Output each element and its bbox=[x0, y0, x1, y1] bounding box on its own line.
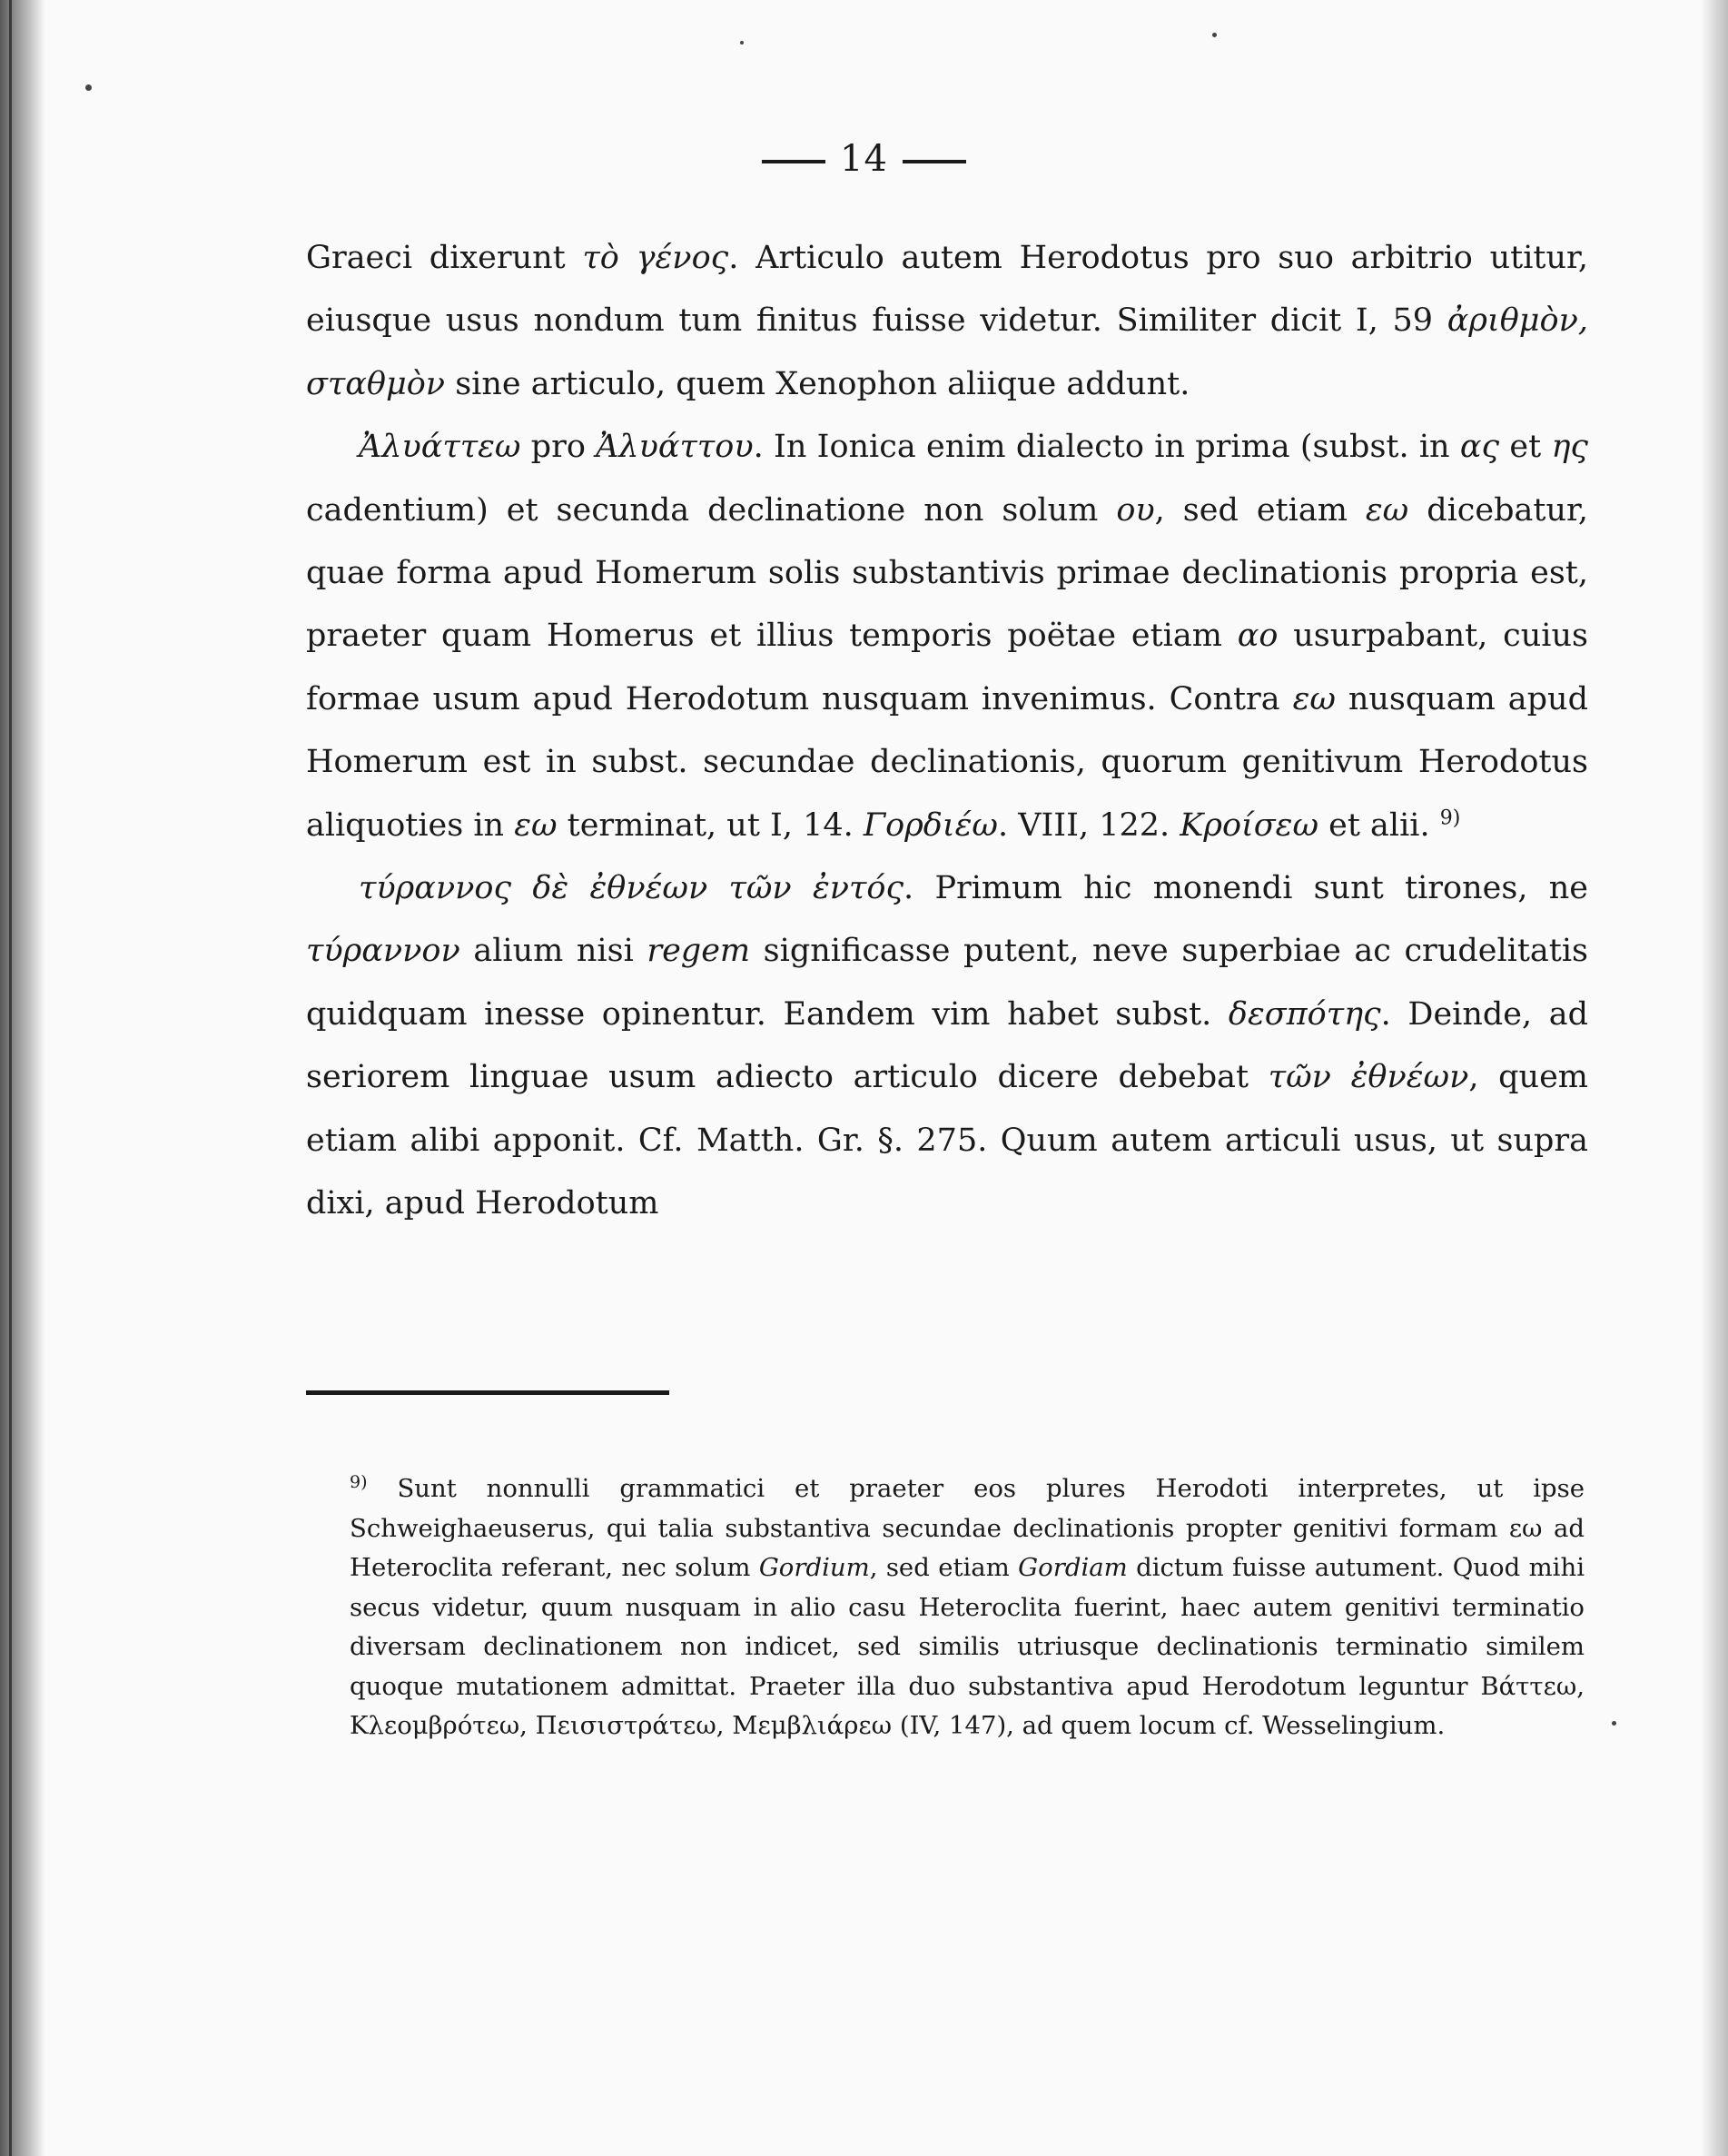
text-run: usurpabant, cuius formae usum apud Herodotum nusquam invenimus. Contra bbox=[306, 618, 1588, 717]
text-run: . Deinde, ad seriorem linguae usum adiecto articulo dicere debebat bbox=[306, 995, 1588, 1096]
page-right-edge bbox=[1701, 0, 1728, 2156]
greek-text: Κροίσεω bbox=[1180, 806, 1318, 844]
italic-text: Gordium bbox=[758, 1553, 870, 1582]
footnote-text bbox=[350, 1471, 1585, 1740]
text-run: et bbox=[1499, 429, 1552, 466]
greek-text: ης bbox=[1551, 429, 1589, 466]
scan-speck bbox=[1612, 1721, 1616, 1726]
header-dash-right bbox=[903, 160, 966, 163]
text-run: . Articulo autem Herodotus pro suo arbitrio utitur, eiusque usus nondum tum finitus fuisse videtur. Similiter dicit I, 59 bbox=[306, 240, 1588, 340]
greek-text: εω bbox=[514, 806, 558, 844]
footnote-marker: 9) bbox=[350, 1471, 368, 1492]
header-dash-left bbox=[762, 160, 825, 163]
scan-speck bbox=[1212, 33, 1217, 37]
text-run: cadentium) et secunda declinatione non solum bbox=[306, 491, 1117, 529]
greek-text: δεσπότης bbox=[1228, 995, 1381, 1033]
text-run: dicebatur, quae forma apud Homerum solis substantivis primae declinationis propria est, praeter quam Homerus et illius temporis poëtae etiam bbox=[306, 491, 1588, 655]
text-run: ad Heteroclita referant, nec solum bbox=[350, 1513, 1585, 1582]
greek-text: ἀριθμὸν, σταθμὸν bbox=[306, 302, 1588, 402]
footnote bbox=[350, 1469, 1585, 1746]
binding-edge bbox=[9, 0, 12, 2156]
text-run: alium nisi bbox=[459, 933, 647, 970]
text-run: significasse putent, neve superbiae ac crudelitatis quidquam inesse opinentur. Eandem vim habet subst. bbox=[306, 933, 1588, 1033]
greek-text: Γορδιέω bbox=[863, 806, 998, 844]
text-run: , sed etiam bbox=[869, 1553, 1019, 1582]
text-run: , quem etiam alibi apponit. Cf. Matth. Gr. §. 275. Quum autem articuli usus, ut supra dixi, apud Herodotum bbox=[306, 1059, 1588, 1222]
greek-text: αο bbox=[1237, 618, 1279, 655]
text-run: dictum fuisse autument. Quod mihi secus videtur, quum nusquam in alio casu Heteroclita fuerint, haec autem genitivi terminatio diversam declinationem non indicet, sed similis utriusque declinationis terminatio similem quoque mutationem admittat. Praeter illa duo substantiva apud Herodotum leguntur bbox=[350, 1553, 1585, 1701]
paragraph bbox=[306, 416, 1588, 857]
greek-text: τὸ γένος bbox=[582, 240, 729, 276]
scan-speck bbox=[85, 84, 92, 91]
scan-speck bbox=[740, 41, 744, 45]
page-header bbox=[0, 136, 1728, 182]
greek-text: ου bbox=[1116, 491, 1155, 529]
italic-text: regem bbox=[647, 933, 751, 970]
text-run: , sed etiam bbox=[1154, 491, 1366, 529]
text-run: Graeci dixerunt bbox=[306, 240, 583, 276]
greek-text: ας bbox=[1459, 429, 1500, 466]
greek-text: τύραννον bbox=[306, 933, 460, 970]
text-run: et alii. bbox=[1318, 806, 1440, 844]
text-run: sine articulo, quem Xenophon aliique addunt. bbox=[445, 365, 1190, 402]
paragraph bbox=[306, 857, 1588, 1235]
greek-text: Ἀλυάττου bbox=[596, 429, 754, 466]
text-run: . VIII, 122. bbox=[997, 806, 1180, 844]
text-run: terminat, ut I, 14. bbox=[557, 806, 864, 844]
greek-text: εω bbox=[1292, 680, 1336, 717]
greek-text: εω bbox=[1508, 1513, 1543, 1543]
text-run: Sunt nonnulli grammatici et praeter eos plures Herodoti interpretes, ut ipse Schweighaeuserus, qui talia substantiva secundae declinationis propter genitivi formam bbox=[350, 1474, 1585, 1543]
greek-text: εω bbox=[1365, 491, 1409, 529]
binding-shadow bbox=[0, 0, 45, 2156]
paragraph bbox=[306, 227, 1588, 416]
page-number: 14 bbox=[840, 138, 888, 180]
footnote-reference: 9) bbox=[1439, 806, 1461, 829]
text-run: . In Ionica enim dialecto in prima (subst. in bbox=[753, 429, 1460, 466]
text-run: pro bbox=[520, 429, 597, 466]
greek-text: Βάττεω, Κλεομβρότεω, Πεισιστράτεω, Μεμβλιάρεω bbox=[350, 1671, 1585, 1740]
italic-text: Gordiam bbox=[1018, 1553, 1128, 1582]
main-text bbox=[306, 227, 1588, 1236]
text-run: . Primum hic monendi sunt tirones, ne bbox=[903, 870, 1588, 907]
text-run: (IV, 147), ad quem locum cf. Wesselingium. bbox=[892, 1711, 1446, 1740]
footnote-rule bbox=[306, 1390, 669, 1395]
greek-text: τύραννος δὲ ἐθνέων τῶν ἐντός bbox=[359, 870, 904, 907]
greek-text: τῶν ἐθνέων bbox=[1268, 1059, 1469, 1096]
greek-text: Ἀλυάττεω bbox=[359, 429, 521, 466]
text-run: nusquam apud Homerum est in subst. secundae declinationis, quorum genitivum Herodotus aliquoties in bbox=[306, 680, 1589, 844]
